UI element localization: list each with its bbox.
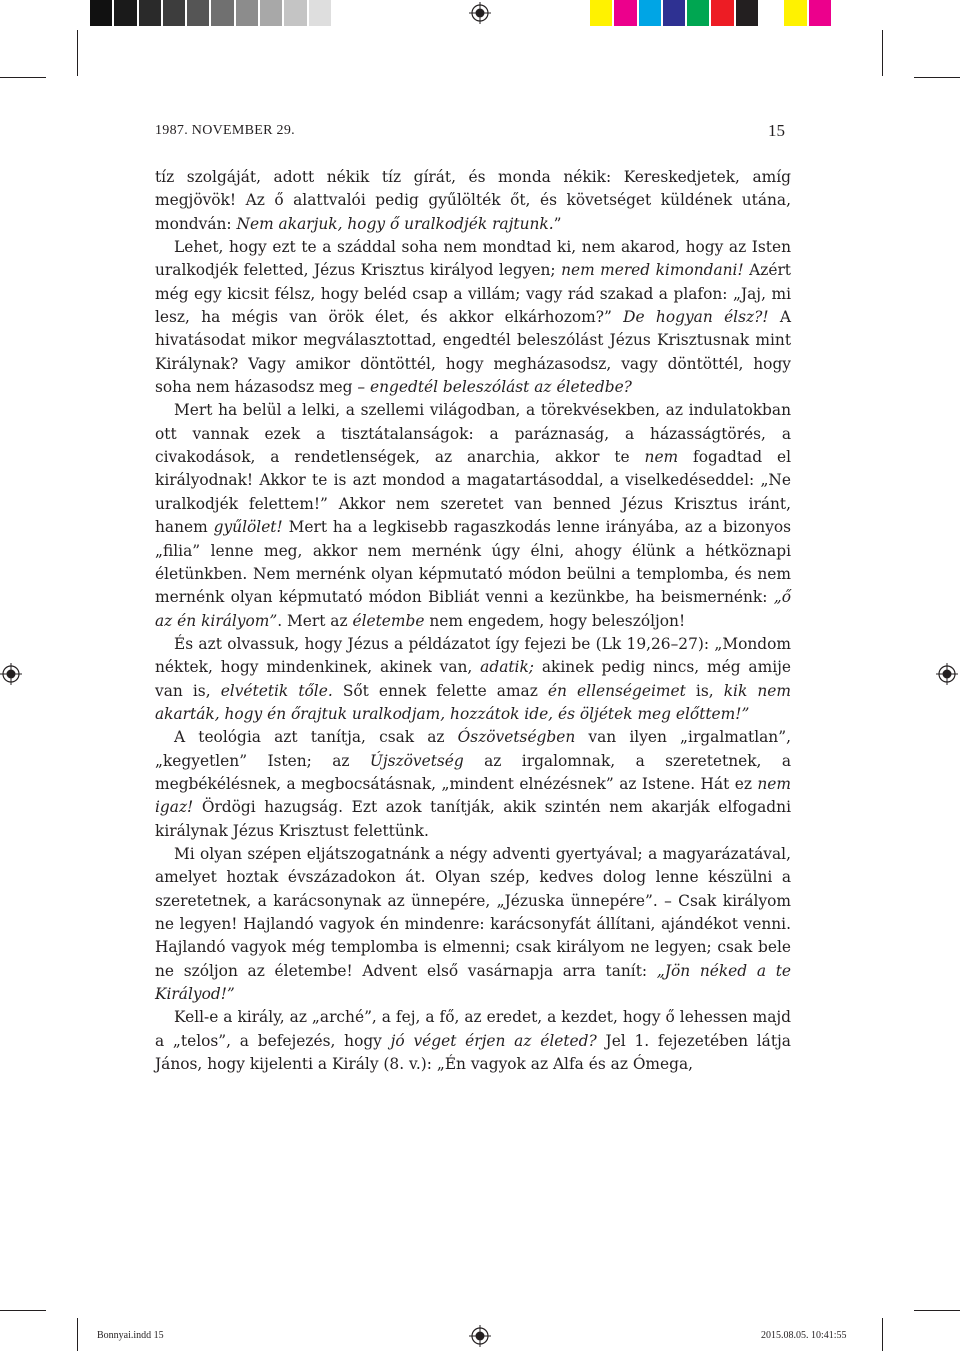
registration-mark-icon [0, 663, 22, 685]
crop-mark [77, 30, 78, 76]
color-swatch [236, 0, 260, 26]
italic-text: jó véget érjen az életed? [390, 1031, 597, 1050]
color-swatch [687, 0, 711, 26]
text-run: Kell-e a király, az „arché”, a fej, a fő, az eredet, a kezdet, hogy ő lehessen majd a „telos”, a befejezés, hogy [155, 1008, 791, 1050]
italic-text: Ószövetségben [457, 728, 576, 747]
color-swatch [211, 0, 235, 26]
text-run: akinek pedig nincs, még amije van is, [155, 658, 791, 700]
text-run: Azért még egy kicsit félsz, hogy beléd csap a villám; vagy rád szakad a plafon: „Jaj, mi lesz, ha mégis van örök élet, és akkor elkárhozom?” [155, 261, 791, 327]
text-run: Lehet, hogy ezt te a száddal soha nem mondtad ki, nem akarod, hogy az Isten uralkodjék feletted, Jézus Krisztus királyod legyen; [155, 238, 791, 280]
registration-mark-icon [469, 2, 491, 24]
italic-text: De hogyan élsz?! [623, 308, 769, 327]
color-swatch [711, 0, 735, 26]
text-run: van ilyen „irgalmatlan”, „kegyetlen” Isten; az [155, 728, 791, 770]
italic-text: adatik; [480, 658, 534, 677]
text-run: is, [685, 681, 724, 700]
crop-mark [0, 77, 46, 78]
crop-mark [0, 1310, 46, 1311]
color-bar-process [590, 0, 833, 26]
slug-filename: Bonnyai.indd 15 [97, 1330, 164, 1341]
paragraph [155, 399, 791, 632]
color-swatch [736, 0, 760, 26]
italic-text: Újszövetség [369, 751, 464, 770]
color-swatch [639, 0, 663, 26]
color-swatch [809, 0, 833, 26]
crop-mark [77, 1318, 78, 1351]
crop-mark [882, 1318, 883, 1351]
color-swatch [760, 0, 784, 26]
paragraph [155, 236, 791, 399]
italic-text: nem [644, 448, 679, 467]
text-run: Mert ha a legkisebb ragaszkodás lenne irányába, az a bizonyos „filia” lenne meg, akkor nem mernénk úgy élni, ahogy élünk a hétköznapi életünkben. Nem mernénk olyan képmutató módon beülni a templomba, és nem mernénk olyan képmutató módon Bibliát venni a kezünkbe, ha beismernénk: [155, 518, 791, 607]
paragraph [155, 726, 791, 843]
text-run: Mert ha belül a lelki, a szellemi világodban, a törekvésekben, az indulatokban ott vannak ezek a tisztátalanságok: a paráznaság, a házasságtörés, a civakodások, a rendetlenségek, az anarchia, akkor te [155, 401, 791, 467]
crop-mark [914, 77, 960, 78]
color-swatch [663, 0, 687, 26]
color-swatch [590, 0, 614, 26]
italic-text: én ellenségeimet [547, 681, 686, 700]
color-swatch [309, 0, 333, 26]
slug-timestamp: 2015.08.05. 10:41:55 [761, 1330, 847, 1341]
text-run: ” [553, 214, 562, 233]
italic-text: nem mered kimondani! [561, 261, 744, 280]
text-run: nem engedem, hogy beleszóljon! [424, 611, 686, 630]
color-bar-grayscale [90, 0, 333, 26]
italic-text: „ő az én királyom” [155, 588, 791, 630]
italic-text: engedtél beleszólást az életedbe? [369, 378, 632, 397]
body-text [155, 166, 791, 1076]
text-run: És azt olvassuk, hogy Jézus a példázatot így fejezi be (Lk 19,26–27): „Mondom néktek, hogy mindenkinek, akinek van, [155, 634, 791, 677]
page-number: 15 [768, 121, 785, 140]
italic-text: „Jön néked a te Királyod!” [155, 961, 791, 1004]
text-run: A hivatásodat mikor megválasztottad, engedtél beleszólást Jézus Krisztusnak mint Királynak? Vagy amikor döntöttél, hogy megházasodsz, vagy döntöttél, hogy soha nem házasodsz meg – [155, 308, 791, 397]
paragraph [155, 1006, 791, 1076]
crop-mark [882, 30, 883, 76]
text-run: Sőt ennek felette amaz [332, 681, 548, 700]
color-swatch [163, 0, 187, 26]
color-swatch [114, 0, 138, 26]
italic-text: Nem akarjuk, hogy ő uralkodjék rajtunk. [236, 214, 554, 233]
text-run: Ördögi hazugság. Ezt azok tanítják, akik szintén nem akarják elfogadni királynak Jézus Krisztust felettünk. [155, 798, 791, 840]
text-run: Mi olyan szépen eljátszogatnánk a négy adventi gyertyával; a magyarázatával, amelyet hoztak évszázadokon át. Olyan szép, kedves dolog lenne készülni a szeretetnek, a karácsonynak az ünnepére, „Jézuska ünnepére”. – Csak királyom ne legyen! Hajlandó vagyok én mindenre: karácsonyfát állítani, ajándékot venni. Hajlandó vagyok még templomba is elmenni; csak királyom ne legyen; csak bele ne szóljon az életembe! Advent első vasárnapja arra tanít: [155, 844, 791, 980]
italic-text: gyűlölet! [213, 518, 283, 537]
italic-text: elvétetik tőle. [220, 681, 333, 700]
registration-mark-icon [469, 1325, 491, 1347]
text-run: tíz szolgáját, adott nékik tíz gírát, és monda nékik: Kereskedjetek, amíg megjövök! Az ő alattvalói pedig gyűlölték őt, és követséget küldének utána, mondván: [155, 168, 791, 233]
color-swatch [284, 0, 308, 26]
paragraph [155, 633, 791, 726]
color-swatch [260, 0, 284, 26]
color-swatch [784, 0, 808, 26]
color-swatch [139, 0, 163, 26]
italic-text: kik nem akarták, hogy én őrajtuk uralkodjam, hozzátok ide, és öljétek meg előttem!” [155, 681, 791, 723]
color-swatch [187, 0, 211, 26]
registration-mark-icon [936, 663, 958, 685]
text-run: A teológia azt tanítja, csak az [174, 728, 458, 747]
running-header-date: 1987. NOVEMBER 29. [155, 123, 295, 138]
italic-text: nem igaz! [155, 774, 791, 817]
paragraph [155, 843, 791, 1006]
paragraph [155, 166, 791, 236]
color-swatch [614, 0, 638, 26]
crop-mark [914, 1310, 960, 1311]
text-run: . Mert az [277, 611, 353, 630]
color-swatch [90, 0, 114, 26]
text-run: Jel 1. fejezetében látja János, hogy kijelenti a Király (8. v.): „Én vagyok az Alfa és az Ómega, [155, 1031, 791, 1074]
text-run: fogadtad el királyodnak! Akkor te is azt mondod a magatartásoddal, a viselkedéseddel: „Ne uralkodjék felettem!” Akkor nem szeretet van benned Jézus Krisztus iránt, hanem [155, 448, 791, 537]
italic-text: életembe [352, 611, 425, 630]
text-run: az irgalomnak, a szeretetnek, a megbékélésnek, a megbocsátásnak, „mindent elnézésnek” az Istene. Hát ez [155, 751, 792, 793]
